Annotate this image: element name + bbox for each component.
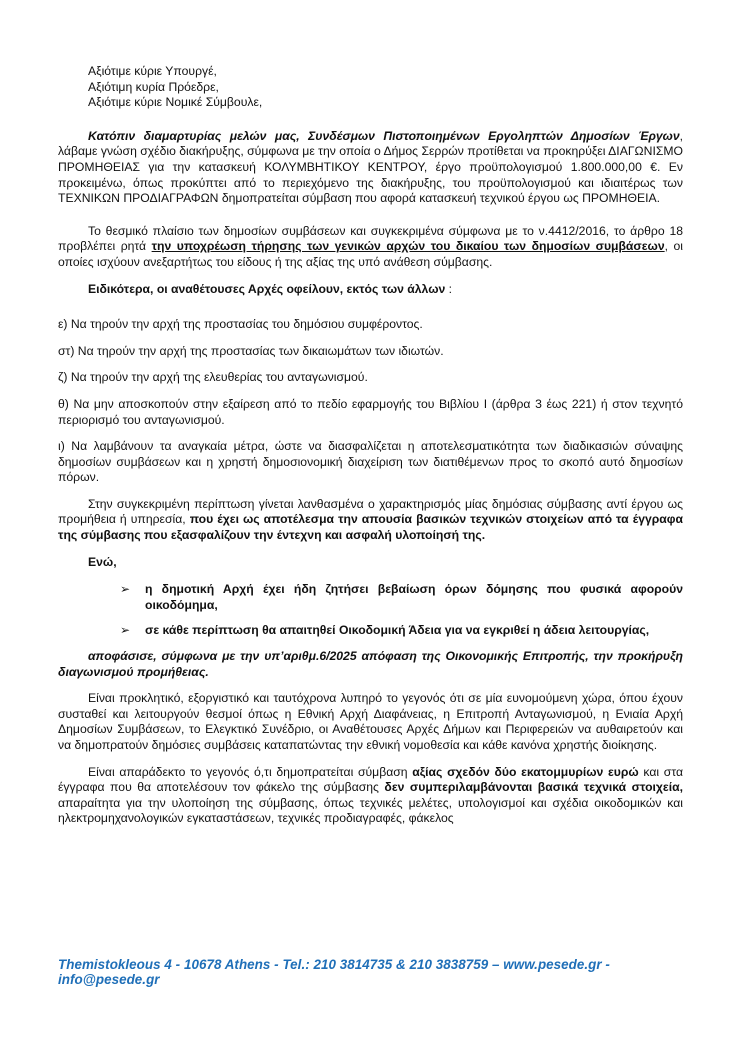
paragraph-obligations-heading [58, 282, 683, 298]
whereas-list [58, 582, 683, 639]
misclassification-text: Στην συγκεκριμένη περίπτωση γίνεται λανθασμένα ο χαρακτηρισμός μίας δημόσιας σύμβασης αντί έργου ως προμήθεια ή υπηρεσία, [58, 496, 683, 527]
whereas-label: Ενώ, [88, 554, 117, 569]
whereas-item-building-terms [58, 582, 683, 613]
misclassification-emphasis: που έχει ως αποτέλεσμα την απουσία βασικών τεχνικών στοιχείων από τα έγγραφα της σύμβασης που εξασφαλίζουν την έντεχνη και ασφαλή υλοποίησή της. [58, 512, 683, 543]
paragraph-provocative: Είναι προκλητικό, εξοργιστικό και ταυτόχρονα λυπηρό το γεγονός ότι σε μία ευνομούμενη χώρα, όπου έχουν συσταθεί και λειτουργούν θεσμοί όπως η Εθνική Αρχή Διαφάνειας, η Επιτροπή Ανταγωνισμού, η Ενιαία Αρχή Δημοσίων Συμβάσεων, το Ελεγκτικό Συνέδριο, οι Αναθέτουσες Αρχές Δήμων και Περιφερειών να αυθαιρετούν και να δημοπρατούν δημόσιες συμβάσεις καταπατώντας την εθνική νομοθεσία και κάθε κανόνα χρηστής διοίκησης. [58, 691, 683, 752]
legal-framework-end: , οι οποίες ισχύουν ανεξαρτήτως του είδους ή της αξίας της υπό ανάθεση σύμβασης. [58, 239, 683, 269]
obligation-item-z: ζ) Να τηρούν την αρχή της ελευθερίας του ανταγωνισμού. [58, 370, 368, 385]
salutation-line-president: Αξιότιμη κυρία Πρόεδρε, [88, 79, 219, 94]
arrow-bullet-icon: ➢ [120, 582, 131, 597]
obligation-item-i: ι) Να λαμβάνουν τα αναγκαία μέτρα, ώστε να διασφαλίζεται η αποτελεσματικότητα των διαδικασιών σύναψης δημοσίων συμβάσεων και η χρηστή δημοσιονομική διαχείριση των διατιθέμενων προς το σκοπό αυτό δημοσίων πόρων. [58, 439, 683, 485]
unacceptable-text-d: απαραίτητα για την υλοποίηση της σύμβασης, όπως τεχνικές μελέτες, υπολογισμοί και σχέδια οικοδομικών και ηλεκτρομηχανολογικών εγκαταστάσεων, τεχνικές προδιαγραφές, φάκελος [58, 795, 683, 826]
protest-lead: Κατόπιν διαμαρτυρίας μελών μας, Συνδέσμων Πιστοποιημένων Εργοληπτών Δημοσίων Έργων [88, 128, 680, 143]
obligation-item-e: ε) Να τηρούν την αρχή της προστασίας του δημόσιου συμφέροντος. [58, 317, 423, 332]
legal-framework-emphasis: την υποχρέωση τήρησης των γενικών αρχών του δικαίου των δημοσίων συμβάσεων [151, 239, 665, 254]
salutation-block [58, 64, 683, 111]
unacceptable-emphasis-missing: δεν συμπεριλαμβάνονται βασικά τεχνικά στοιχεία, [384, 780, 683, 795]
unacceptable-text-c: και στα έγγραφα που θα αποτελέσουν τον φάκελο της σύμβασης [58, 764, 684, 795]
unacceptable-text-a: Είναι απαράδεκτο το γεγονός ό,τι δημοπρατείται σύμβαση [88, 764, 413, 779]
obligations-colon: : [445, 281, 453, 296]
unacceptable-emphasis-value: αξίας σχεδόν δύο εκατομμυρίων ευρώ [412, 764, 639, 779]
salutation-line-minister: Αξιότιμε κύριε Υπουργέ, [88, 64, 217, 78]
whereas-item-text: σε κάθε περίπτωση θα απαιτηθεί Οικοδομική Άδεια για να εγκριθεί η άδεια λειτουργίας, [145, 623, 650, 638]
obligation-item-st: στ) Να τηρούν την αρχή της προστασίας των δικαιωμάτων των ιδιωτών. [58, 343, 444, 358]
salutation-line-legal-advisor: Αξιότιμε κύριε Νομικέ Σύμβουλε, [88, 95, 263, 110]
letter-body [58, 64, 683, 827]
paragraph-protest [58, 129, 683, 207]
protest-text: , λάβαμε γνώση σχέδιο διακήρυξης, σύμφωνα με την οποία ο Δήμος Σερρών προτίθεται να προκηρύξει ΔΙΑΓΩΝΙΣΜΟ ΠΡΟΜΗΘΕΙΑΣ για την κατασκευή ΚΟΛΥΜΒΗΤΙΚΟΥ ΚΕΝΤΡΟΥ, έργο προϋπολογισμού 1.800.000,00 €. Εν προκειμένω, όπως προκύπτει από το περιεχόμενο της διακήρυξης, του προϋπολογισμού και ιδιαιτέρως των ΤΕΧΝΙΚΩΝ ΠΡΟΔΙΑΓΡΑΦΩΝ δημοπρατείται σύμβαση που αφορά κατασκευή τεχνικού έργου ως ΠΡΟΜΗΘΕΙΑ. [58, 128, 683, 206]
legal-framework-text: Το θεσμικό πλαίσιο των δημοσίων συμβάσεων και συγκεκριμένα σύμφωνα με το ν.4412/2016, το άρθρο 18 προβλέπει ρητά [58, 223, 683, 254]
obligations-heading: Ειδικότερα, οι αναθέτουσες Αρχές οφείλουν, εκτός των άλλων [88, 281, 446, 296]
paragraph-misclassification [58, 497, 683, 544]
paragraph-unacceptable [58, 765, 683, 827]
obligation-item-th: θ) Να μην αποσκοπούν στην εξαίρεση από το πεδίο εφαρμογής του Βιβλίου Ι (άρθρα 3 έως 221) ή στον τεχνητό περιορισμό του ανταγωνισμού. [58, 396, 683, 427]
footer-contact: Themistokleous 4 - 10678 Athens - Tel.: 210 3814735 & 210 3838759 – www.pesede.gr - info@pesede.gr [58, 957, 610, 987]
whereas-item-building-permit [58, 623, 683, 639]
paragraph-decision: αποφάσισε, σύμφωνα με την υπ’αριθμ.6/2025 απόφαση της Οικονομικής Επιτροπής, την προκήρυξη διαγωνισμού προμήθειας. [58, 649, 683, 679]
paragraph-legal-framework [58, 224, 683, 271]
whereas-item-text: η δημοτική Αρχή έχει ήδη ζητήσει βεβαίωση όρων δόμησης που φυσικά αφορούν οικοδόμημα, [145, 582, 683, 612]
arrow-bullet-icon: ➢ [120, 623, 131, 638]
